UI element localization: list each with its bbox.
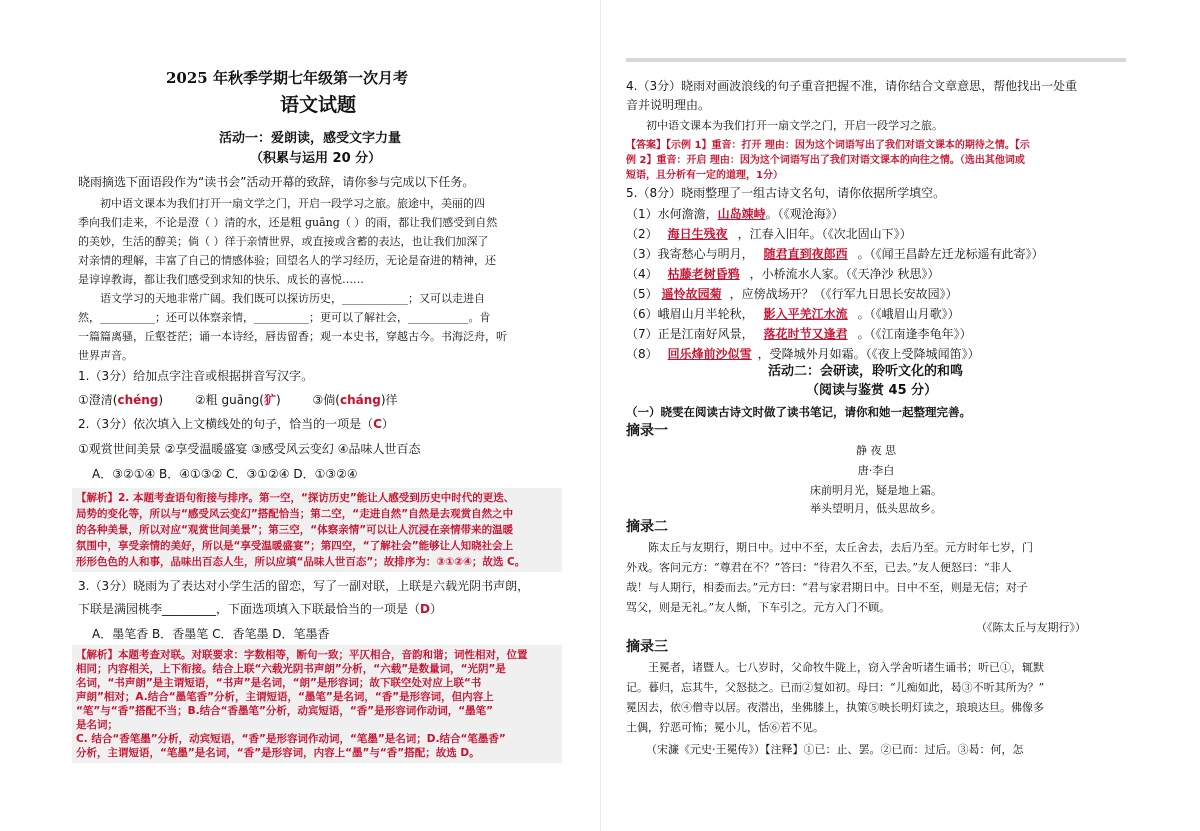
q5-item-text: （7）正是江南好风景， — [626, 327, 754, 341]
q5-item-answer: 影入平羌江水流 — [763, 307, 848, 321]
q5-item-text: （2） — [626, 227, 658, 241]
q5-item-source: 。（《江南逢李龟年》） — [857, 327, 972, 341]
q5-item-text: （4） — [626, 267, 658, 281]
poem-line: 举头望明月，低头思故乡。 — [810, 502, 942, 515]
analysis-line: 【解析】2. 本题考查语句衔接与排序。第一空，“探访历史”能让人感受到历史中时代的更迭、 — [76, 492, 515, 504]
q2-answer: C — [373, 417, 382, 431]
passage-line: 是谆谆教诲，都让我们感受到求知的快乐、成长的喜悦…… — [78, 273, 364, 286]
q5-item — [626, 206, 844, 222]
q1-item2-close: ) — [275, 393, 281, 407]
excerpt3-line: 土偶，狞恶可怖；冕小儿，恬⑥若不见。 — [626, 721, 824, 734]
section1-heading: （积累与运用 20 分） — [250, 151, 382, 166]
excerpt2-line: 陈太丘与友期行，期日中。过中不至，太丘舍去，去后乃至。元方时年七岁，门 — [648, 541, 1033, 554]
poem-title: 静 夜 思 — [856, 444, 896, 457]
q3-analysis-box — [72, 645, 562, 763]
q3-prompt: 3.（3分）晓雨为了表达对小学生活的留恋，写了一副对联，上联是六载光阴书声朗， — [78, 579, 530, 593]
q5-item — [626, 246, 1044, 262]
q5-item — [626, 266, 939, 282]
q5-item-text: （3）我寄愁心与明月， — [626, 247, 754, 261]
analysis-line: 局势的变化等，所以与“感受风云变幻”搭配恰当；第二空，“走进自然”自然是去观赏自然之中 — [76, 508, 514, 520]
analysis-line: 相同；内容相关，上下衔接。结合上联“六载光阴书声朗”分析，“六载”是数量词，“光阴”是 — [76, 663, 506, 675]
q4-prompt-2: 音并说明理由。 — [626, 98, 711, 112]
excerpt1-heading: 摘录一 — [626, 423, 668, 439]
q5-item-answer: 回乐烽前沙似雪 — [667, 347, 752, 361]
q5-item-answer: 海日生残夜 — [667, 227, 728, 241]
analysis-line: 分析，主谓短语，“笔墨”是名词，“香”是形容词，内容上“墨”与“香”搭配；故选 D。 — [76, 747, 480, 759]
analysis-line: 的各种美景，所以对应“观赏世间美景”；第三空，“体察亲情”可以让人沉浸在亲情带来的温暖 — [76, 524, 514, 536]
q2-prompt — [78, 416, 394, 432]
analysis-line: 声朗”相对；A.结合“墨笔香”分析，主谓短语，“墨笔”是名词，“香”是形容词，但内容上 — [76, 691, 494, 703]
excerpt3-heading: 摘录三 — [626, 639, 668, 655]
passage-line: 季向我们走来，不论是澄（ ）清的水，还是粗 guāng（ ）的雨，都让我们感受到自然 — [78, 216, 498, 229]
q5-item-answer: 山岛竦峙 — [717, 207, 766, 221]
q5-item-text: （5） — [626, 287, 658, 301]
passage-line: 对亲情的理解，丰富了自己的情感体验；回望名人的学习经历，无论是奋进的精神，还 — [78, 254, 496, 267]
q5-item-source: 。（《闻王昌龄左迁龙标遥有此寄》） — [857, 247, 1044, 261]
q1-prompt: 1.（3分）给加点字注音或根据拼音写汉字。 — [78, 369, 314, 383]
excerpt2-heading: 摘录二 — [626, 519, 668, 535]
q3-answer: D — [420, 602, 430, 616]
q1-items — [78, 392, 398, 408]
passage-line: 初中语文课本为我们打开一扇文学之门，开启一段学习之旅。旅途中，美丽的四 — [100, 197, 485, 210]
subject-title: 语文试题 — [280, 94, 357, 116]
q5-item-text: （6）峨眉山月半轮秋， — [626, 307, 754, 321]
right-column — [626, 0, 1126, 831]
poem-line: 床前明月光，疑是地上霜。 — [810, 484, 942, 497]
excerpt3-source: （宋濂《元史·王冕传》）【注释】①已：止、罢。②已而：过后。③曷：何，怎 — [646, 743, 1024, 756]
page-fold — [600, 0, 601, 831]
part1-heading: （一）晓雯在阅读古诗文时做了读书笔记，请你和她一起整理完善。 — [626, 405, 971, 419]
excerpt3-line: 记。暮归，忘其牛，父怒挞之。已而②复如初。母曰：“儿痴如此，曷③不听其所为？” — [626, 681, 1045, 694]
q2-choices: A．③②①④ B．④①③② C．③①②④ D．①③②④ — [92, 467, 358, 481]
excerpt3-line: 冕因去，依④僧寺以居。夜潜出，坐佛膝上，执策⑤映长明灯读之，琅琅达旦。佛像多 — [626, 701, 1044, 714]
q1-item1-close: ) — [158, 393, 164, 407]
q5-item-text: （8） — [626, 347, 658, 361]
q5-item-answer: 枯藤老树昏鸦 — [667, 267, 740, 281]
q5-item — [626, 286, 958, 302]
analysis-line: 【解析】本题考查对联。对联要求：字数相等，断句一致；平仄相合，音韵和谐；词性相对，位置 — [76, 649, 528, 661]
q1-item3-label: ③倘( — [312, 393, 340, 407]
excerpt3-line: 王冕者，诸暨人。七八岁时，父命牧牛陇上，窃入学舍听诸生诵书；听已①，辄默 — [648, 661, 1044, 674]
analysis-line: C. 结合“香笔墨”分析，动宾短语，“香”是形容词作动词，“笔墨”是名词；D.结合“笔墨香” — [76, 733, 506, 745]
analysis-line: 形形色色的人和事，品味出百态人生，所以应填“品味人世百态”；故排序为：③①②④；故选 C。 — [76, 556, 526, 568]
analysis-line: 是名词； — [76, 719, 118, 731]
q1-item2-answer: 犷 — [263, 393, 276, 407]
passage-line: 然，__________；还可以体察亲情，__________；更可以了解社会，___________。肯 — [78, 311, 491, 324]
q3-close: ） — [429, 602, 442, 616]
section2-heading: （阅读与鉴赏 45 分） — [806, 383, 938, 398]
q4-prompt: 4.（3分）晓雨对画波浪线的句子重音把握不准，请你结合文章意思，帮他找出一处重 — [626, 79, 1078, 93]
q2-text: 2.（3分）依次填入上文横线处的句子，恰当的一项是（ — [78, 417, 374, 431]
q1-item3-close: )徉 — [380, 393, 398, 407]
passage-line: 一篇篇离骚，丘壑苍茫；诵一本诗经，唇齿留香；观一本史书，穿越古今。书海泛舟，听 — [78, 330, 507, 343]
analysis-line: 名词，“书声朗”是主谓短语，“书声”是名词，“朗”是形容词；故下联空处对应上联“书 — [76, 677, 482, 689]
q1-item1-answer: chéng — [117, 393, 159, 407]
analysis-line: “笔”与“香”搭配不当；B.结合“香墨笔”分析，动宾短语，“香”是形容词作动词，“墨笔” — [76, 705, 493, 717]
q3-prompt-2 — [78, 601, 442, 617]
q5-item — [626, 326, 972, 342]
left-column — [78, 0, 578, 831]
q1-item3-answer: cháng — [339, 393, 381, 407]
q5-item — [626, 346, 980, 362]
passage-line: 世界声音。 — [78, 349, 133, 362]
activity2-heading: 活动二：会研读，聆听文化的和鸣 — [768, 364, 964, 379]
poem-author: 唐·李白 — [857, 464, 895, 477]
q5-item-source: ，江春入旧年。（《次北固山下》） — [737, 227, 912, 241]
top-divider — [626, 58, 1126, 62]
q4-answer-line: 例 2】重音：开启 理由：因为这个词语写出了我们对语文课本的向往之情。（选出其他词或 — [626, 155, 1025, 166]
q5-item-text: （1）水何澹澹， — [626, 207, 718, 221]
passage-line: 语文学习的天地非常广阔。我们既可以探访历史，____________；又可以走进自 — [100, 292, 485, 305]
excerpt2-source: （《陈太丘与友期行》） — [976, 621, 1086, 634]
q4-answer-line: 【答案】【示例 1】重音：打开 理由：因为这个词语写出了我们对语文课本的期待之情。【示 — [626, 140, 1030, 151]
q5-item — [626, 226, 912, 242]
analysis-line: 氛围中，享受亲情的美好，所以是“享受温暖盛宴”；第四空，“了解社会”能够让人知晓社会上 — [76, 540, 514, 552]
q5-item-answer: 随君直到夜郎西 — [763, 247, 848, 261]
q2-analysis-box — [72, 488, 562, 572]
q5-item-source: 。（《峨眉山月歌》） — [857, 307, 960, 321]
q2-options: ①观赏世间美景 ②享受温暖盛宴 ③感受风云变幻 ④品味人世百态 — [78, 442, 421, 456]
q5-item-answer: 遥怜故园菊 — [661, 287, 722, 301]
exam-title: 2025 年秋季学期七年级第一次月考 — [166, 69, 408, 87]
excerpt2-line: 外戏。客问元方：“尊君在不？”答曰：“待君久不至，已去。”友人便怒曰：“非人 — [626, 561, 1012, 574]
intro-text: 晓雨摘选下面语段作为“读书会”活动开幕的致辞，请你参与完成以下任务。 — [78, 175, 475, 189]
q5-prompt: 5.（8分）晓雨整理了一组古诗文名句，请你依据所学填空。 — [626, 186, 946, 200]
q4-answer-line: 短语，且分析有一定的道理，1分） — [626, 170, 783, 181]
q3-text: 下联是满园桃李_________，下面选项填入下联最恰当的一项是（ — [78, 602, 421, 616]
q2-close: ） — [381, 417, 394, 431]
q5-item-answer: 落花时节又逢君 — [763, 327, 848, 341]
q1-item2-label: ②粗 guāng( — [194, 393, 264, 407]
q1-item1-label: ①澄清( — [78, 393, 118, 407]
q5-item-source: ，受降城外月如霜。（《夜上受降城闻笛》） — [757, 347, 980, 361]
q5-item-source: 。（《观沧海》） — [765, 207, 844, 221]
q5-item-source: ，应傍战场开？（《行军九日思长安故园》） — [729, 287, 958, 301]
q5-item-source: ，小桥流水人家。（《天净沙 秋思》） — [749, 267, 940, 281]
passage-line: 的美妙，生活的醇美；倘（ ）徉于亲情世界，或直接或含蓄的表达，也让我们加深了 — [78, 235, 489, 248]
activity1-heading: 活动一：爱朗读，感受文字力量 — [219, 131, 402, 146]
q4-quote: 初中语文课本为我们打开一扇文学之门，开启一段学习之旅。 — [646, 119, 943, 132]
excerpt2-line: 骂父，则是无礼。”友人惭，下车引之。元方入门不顾。 — [626, 601, 891, 614]
q5-item — [626, 306, 960, 322]
q3-choices: A．墨笔香 B．香墨笔 C．香笔墨 D．笔墨香 — [92, 627, 330, 641]
excerpt2-line: 哉！与人期行，相委而去。”元方曰：“君与家君期日中。日中不至，则是无信；对子 — [626, 581, 1028, 594]
